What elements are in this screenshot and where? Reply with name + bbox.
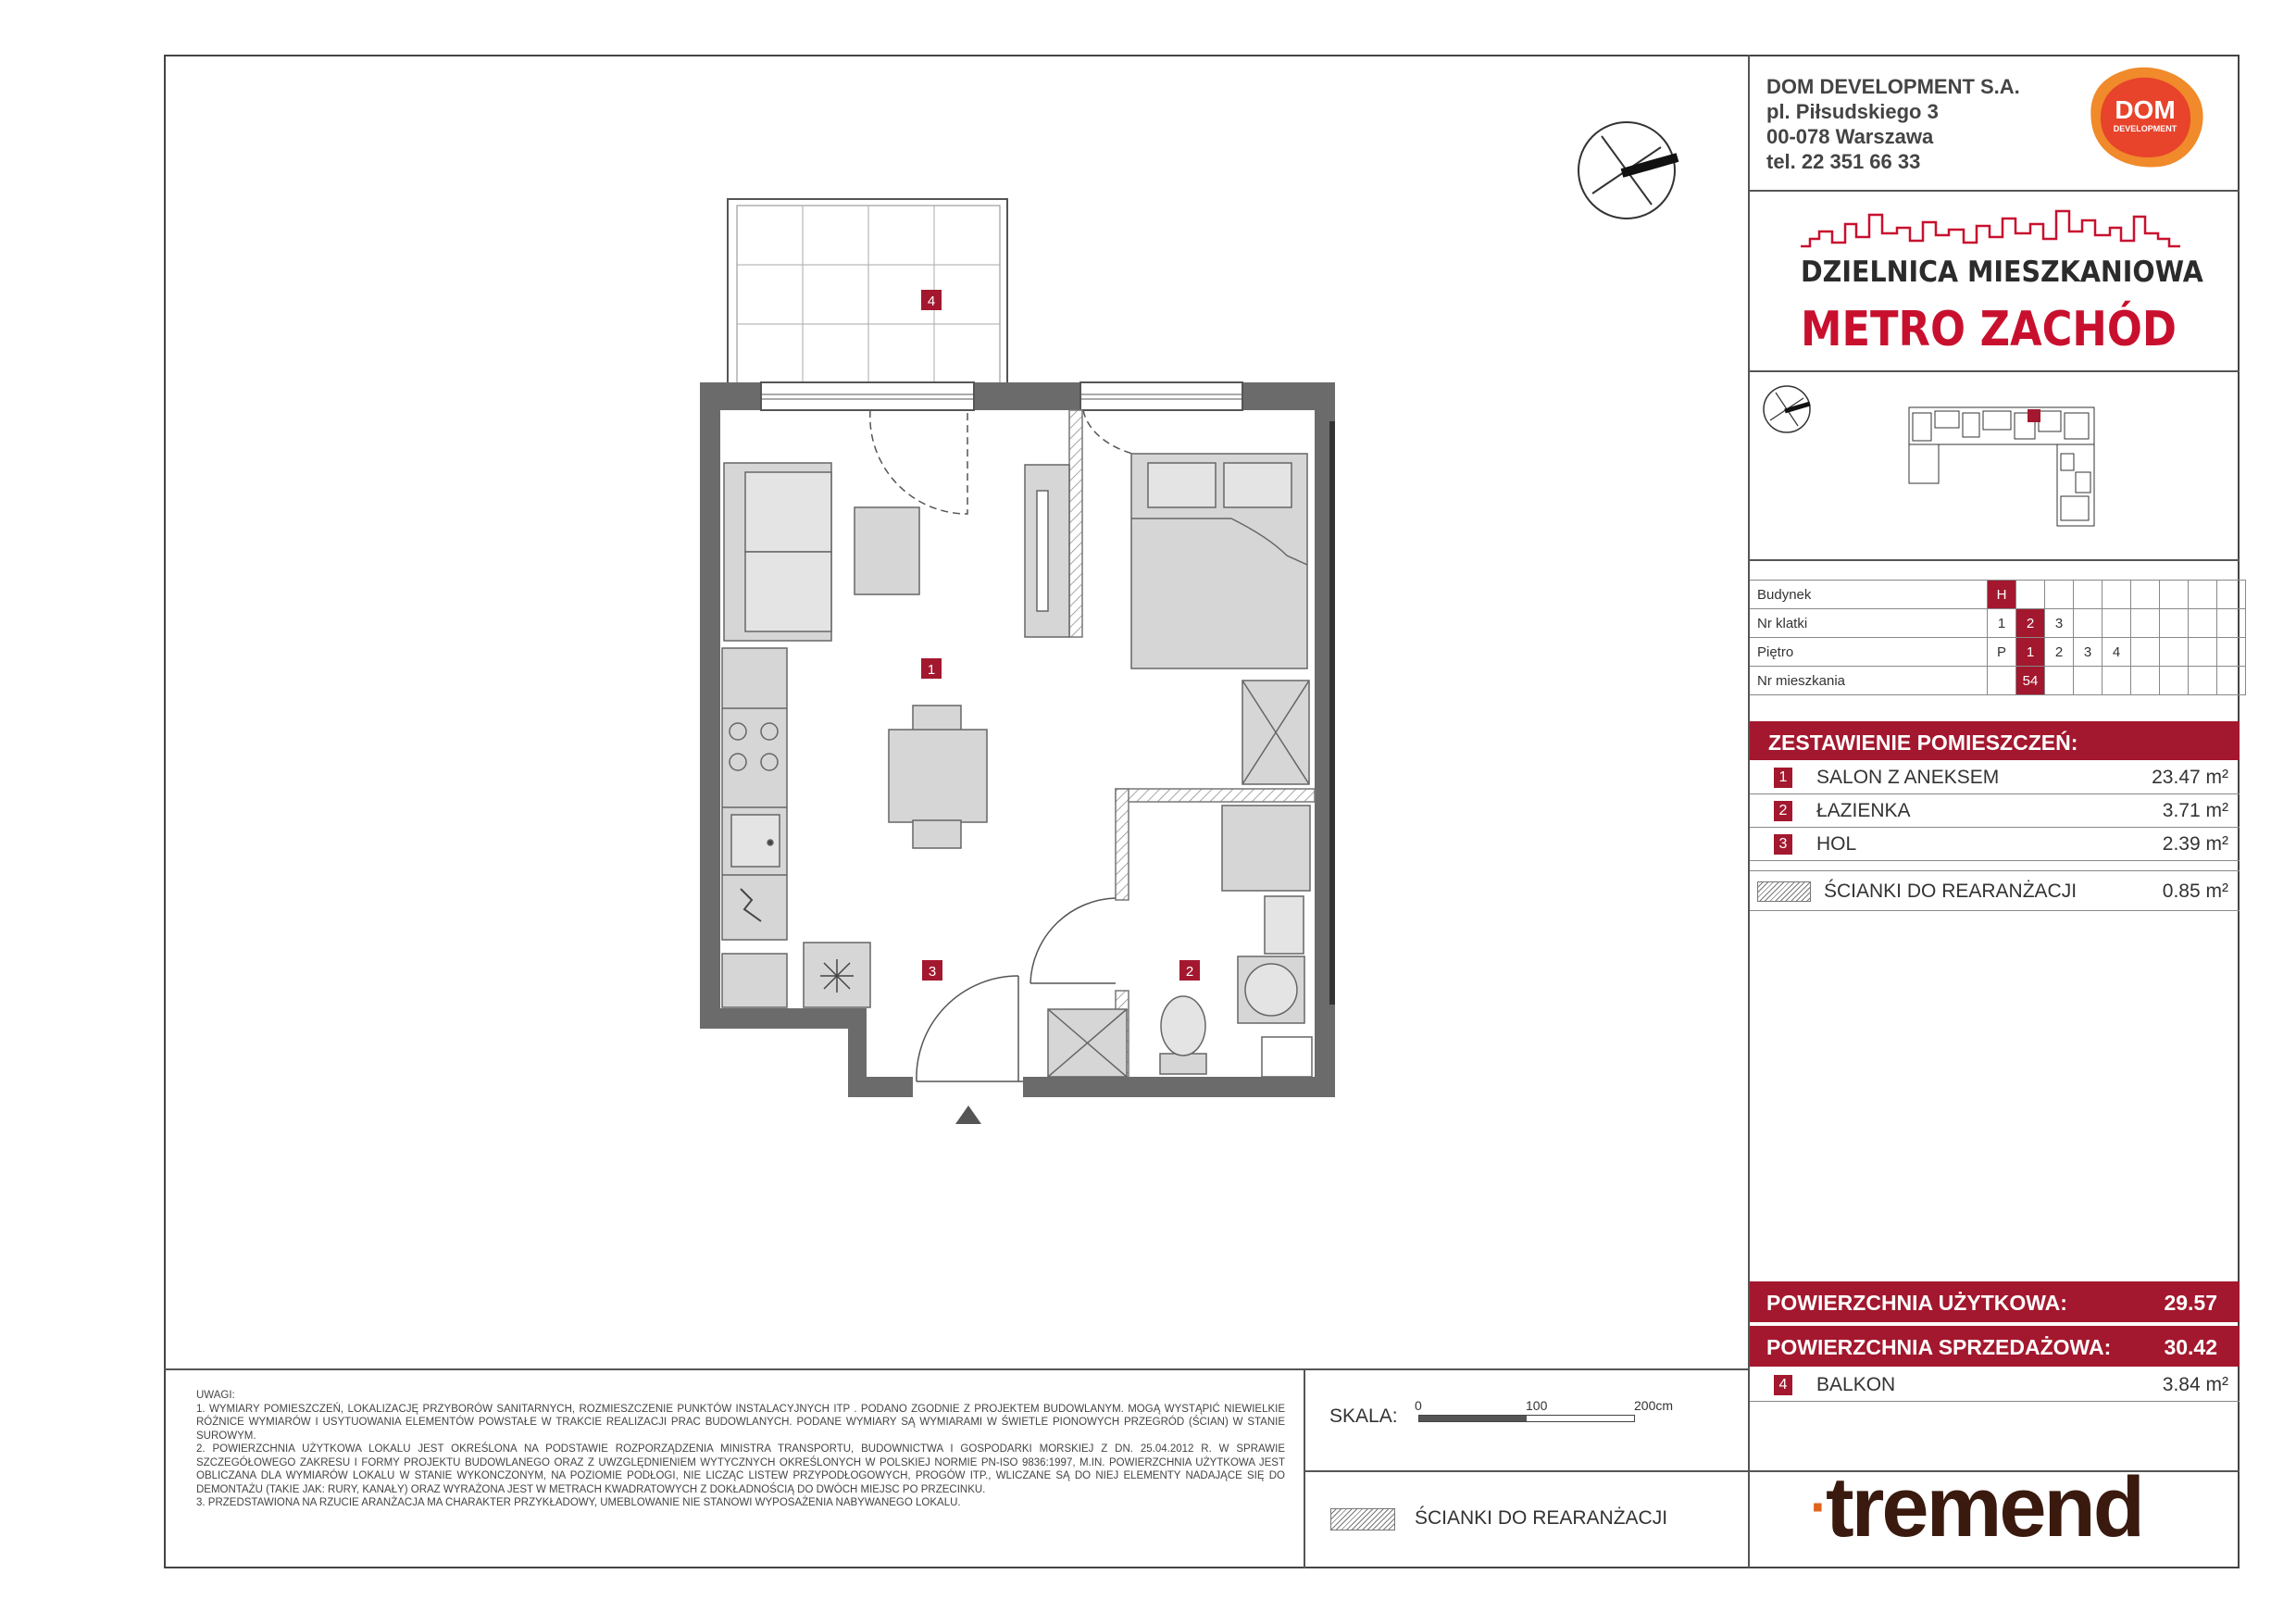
- info-row: [1750, 581, 2246, 609]
- company-city: 00-078 Warszawa: [1766, 125, 1934, 148]
- room-area: 23.47 m²: [2152, 767, 2228, 788]
- usable-area-value: 29.57: [2164, 1291, 2217, 1315]
- info-cell: [2160, 581, 2189, 609]
- info-row-label: Budynek: [1750, 581, 1988, 609]
- info-cell: [2131, 638, 2160, 667]
- kitchen: [722, 648, 870, 1007]
- bathroom-fixtures: [1160, 806, 1312, 1077]
- info-cell: [2016, 581, 2045, 609]
- info-cell: [2103, 609, 2131, 638]
- notes-heading: UWAGI:: [196, 1390, 235, 1401]
- washbasin: [1265, 896, 1304, 954]
- info-cell: 54: [2016, 667, 2045, 695]
- info-cell: 3: [2045, 609, 2074, 638]
- info-cell: [2131, 667, 2160, 695]
- rooms-header: [1750, 721, 2240, 760]
- info-cell: [2074, 667, 2103, 695]
- balcony-name: BALKON: [1816, 1374, 1896, 1395]
- info-cell: [2160, 609, 2189, 638]
- toilet-bowl: [1161, 996, 1205, 1056]
- scale-label: SKALA:: [1329, 1405, 1398, 1427]
- project-title-line2: METRO ZACHÓD: [1801, 302, 2177, 357]
- fan-icon: [820, 959, 854, 993]
- balcony-num: 4: [1774, 1375, 1792, 1395]
- info-row-label: Nr klatki: [1750, 609, 1988, 638]
- info-cell: [2217, 581, 2246, 609]
- info-row: [1750, 638, 2246, 667]
- room-label-salon: [921, 658, 942, 679]
- dining-table: [889, 706, 987, 848]
- info-cell: [2160, 638, 2189, 667]
- room-label-hol: [922, 960, 942, 981]
- info-cell: H: [1988, 581, 2016, 609]
- room-row: [1750, 828, 2240, 861]
- apartment-info-table: [1750, 580, 2246, 695]
- info-cell: [2103, 667, 2131, 695]
- legend-label: ŚCIANKI DO REARANŻACJI: [1415, 1507, 1668, 1529]
- floor-plan: [685, 190, 1352, 1130]
- small-compass-icon: [1764, 386, 1810, 432]
- key-plan: [1759, 380, 2231, 528]
- balcony: [728, 199, 1007, 384]
- info-row-label: Piętro: [1750, 638, 1988, 667]
- logo-text-main: DOM: [2115, 95, 2176, 124]
- entrance-arrow-icon: [955, 1106, 981, 1124]
- info-cell: 4: [2103, 638, 2131, 667]
- coffee-table: [855, 507, 919, 594]
- company-address: [1766, 74, 2020, 174]
- info-cell: [2189, 638, 2217, 667]
- info-cell: P: [1988, 638, 2016, 667]
- info-cell: [2045, 667, 2074, 695]
- company-phone: tel. 22 351 66 33: [1766, 150, 1921, 173]
- info-cell: 2: [2016, 609, 2045, 638]
- info-cell: [2074, 609, 2103, 638]
- skyline-icon: [1801, 206, 2180, 250]
- sink-icon: [731, 815, 780, 867]
- project-title-line1: DZIELNICA MIESZKANIOWA: [1801, 256, 2203, 289]
- legend-hatch-swatch: [1330, 1508, 1395, 1530]
- info-cell: 1: [2016, 638, 2045, 667]
- header-divider-2: [1748, 370, 2240, 372]
- usable-area-label: POWIERZCHNIA UŻYTKOWA:: [1766, 1291, 2067, 1315]
- info-cell: [2131, 609, 2160, 638]
- info-cell: [2103, 581, 2131, 609]
- wardrobe: [1025, 465, 1069, 637]
- info-cell: [1988, 667, 2016, 695]
- info-cell: [2189, 581, 2217, 609]
- header-divider-1: [1748, 190, 2240, 192]
- room-num: 1: [1774, 768, 1792, 788]
- sales-area-bar: [1750, 1326, 2240, 1367]
- tremend-logo: ·tremend: [1810, 1460, 2142, 1555]
- info-cell: 2: [2045, 638, 2074, 667]
- room-row: [1750, 794, 2240, 828]
- room-name: ŁAZIENKA: [1816, 800, 1911, 821]
- tremend-text: tremend: [1825, 1460, 2142, 1555]
- company-street: pl. Piłsudskiego 3: [1766, 100, 1939, 123]
- header-divider-3: [1748, 559, 2240, 561]
- company-name: DOM DEVELOPMENT S.A.: [1766, 75, 2020, 98]
- svg-text:1: 1: [927, 662, 936, 678]
- info-cell: [2160, 667, 2189, 695]
- info-cell: [2189, 609, 2217, 638]
- room-label-balkon: [921, 290, 942, 310]
- usable-area-bar: [1750, 1281, 2240, 1322]
- scale-tick-100: 100: [1526, 1398, 1548, 1413]
- toilet-tank: [1160, 1054, 1206, 1074]
- note-1: 1. WYMIARY POMIESZCZEŃ, LOKALIZACJĘ PRZYBORÓW SANITARNYCH, ROZMIESZCZENIE PUNKTÓW INSTALACYJNYCH ITP . PODANO ZGODNIE Z PROJEKTEM BUDOWLANYM. MOGĄ WYSTĄPIĆ NIEWIELKIE RÓŻNICE WYMIARÓW I USYTUOWANIA ELEMENTÓW POWSTAŁE W TRAKCIE REALIZACJI PRAC BUDOWLANYCH. PODANE WYMIARY SĄ WYMIARAMI W ŚWIETLE PIONOWYCH PRZEGRÓD (ŚCIAN) W STANIE SUROWYM.: [196, 1403, 1285, 1442]
- info-row-label: Nr mieszkania: [1750, 667, 1988, 695]
- info-cell: 3: [2074, 638, 2103, 667]
- info-cell: [2217, 638, 2246, 667]
- svg-text:4: 4: [927, 294, 936, 309]
- partition-row: [1750, 870, 2240, 911]
- notes-block: [196, 1389, 1285, 1510]
- notes-divider: [164, 1368, 1750, 1370]
- room-num: 2: [1774, 801, 1792, 821]
- room-label-lazienka: [1179, 960, 1200, 981]
- note-2: 2. POWIERZCHNIA UŻYTKOWA LOKALU JEST OKREŚLONA NA PODSTAWIE ROZPORZĄDZENIA MINISTRA TRANSPORTU, BUDOWNICTWA I GOSPODARKI MORSKIEJ Z DN. 25.04.2012 R. W SPRAWIE SZCZEGÓŁOWEGO ZAKRESU I FORMY PROJEKTU BUDOWLANEGO ORAZ Z UWZGLĘDNIENIEM WYTYCZNYCH OKREŚLONYCH W POLSKIEJ NORMIE PN-ISO 9836:1997, M.IN. POWIERZCHNIA UŻYTKOWA JEST OBLICZANA DLA WYMIARÓW LOKALU W STANIE WYKONCZONYM, NA POZIOMIE PODŁOGI, NIE LICZĄC LISTEW PRZYPODŁOGOWYCH, PROGÓW ITP., WLICZANE SĄ DO NIEJ ELEMENTY NADAJĄCE SIĘ DO DEMONTAŻU (TAKIE JAK: RURY, KANAŁY) ORAZ WYRAŻONA JEST W METRACH KWADRATOWYCH Z DOKŁADNOŚCIĄ DO DWÓCH MIEJSC PO PRZECINKU.: [196, 1443, 1285, 1495]
- info-cell: [2045, 581, 2074, 609]
- info-cell: [2189, 667, 2217, 695]
- shower: [1222, 806, 1310, 891]
- partition-area: 0.85 m²: [2162, 881, 2228, 902]
- info-cell: [2074, 581, 2103, 609]
- info-row: [1750, 609, 2246, 638]
- scale-bar: [1418, 1415, 1635, 1422]
- room-area: 3.71 m²: [2162, 800, 2228, 821]
- info-cell: [2217, 667, 2246, 695]
- svg-text:2: 2: [1185, 964, 1194, 980]
- sales-area-label: POWIERZCHNIA SPRZEDAŻOWA:: [1766, 1335, 2112, 1359]
- room-num: 3: [1774, 834, 1792, 855]
- notes-scale-divider: [1304, 1368, 1305, 1568]
- room-name: SALON Z ANEKSEM: [1816, 767, 2000, 788]
- logo-text-sub: DEVELOPMENT: [2113, 124, 2177, 133]
- scale-tick-200: 200cm: [1634, 1398, 1674, 1413]
- partition-name: ŚCIANKI DO REARANŻACJI: [1824, 881, 2078, 902]
- room-row: [1750, 761, 2240, 794]
- sofa: [724, 463, 831, 641]
- sales-area-value: 30.42: [2164, 1335, 2217, 1359]
- rooms-header-text: ZESTAWIENIE POMIESZCZEŃ:: [1768, 731, 2078, 755]
- balcony-row: [1750, 1368, 2240, 1402]
- scale-tick-0: 0: [1415, 1398, 1422, 1413]
- room-area: 2.39 m²: [2162, 833, 2228, 855]
- room-name: HOL: [1816, 833, 1857, 855]
- dom-development-logo: [2088, 65, 2208, 171]
- note-3: 3. PRZEDSTAWIONA NA RZUCIE ARANŻACJA MA CHARAKTER PRZYKŁADOWY, UMEBLOWANIE NIE STANOWI WYPOSAŻENIA NABYWANEGO LOKALU.: [196, 1497, 961, 1508]
- compass-icon: [1574, 118, 1680, 224]
- hatch-swatch: [1757, 881, 1811, 902]
- info-row: [1750, 667, 2246, 695]
- info-cell: [2217, 609, 2246, 638]
- svg-text:3: 3: [928, 964, 937, 980]
- bed: [1131, 454, 1307, 668]
- info-cell: 1: [1988, 609, 2016, 638]
- info-cell: [2131, 581, 2160, 609]
- balcony-area: 3.84 m²: [2162, 1374, 2228, 1395]
